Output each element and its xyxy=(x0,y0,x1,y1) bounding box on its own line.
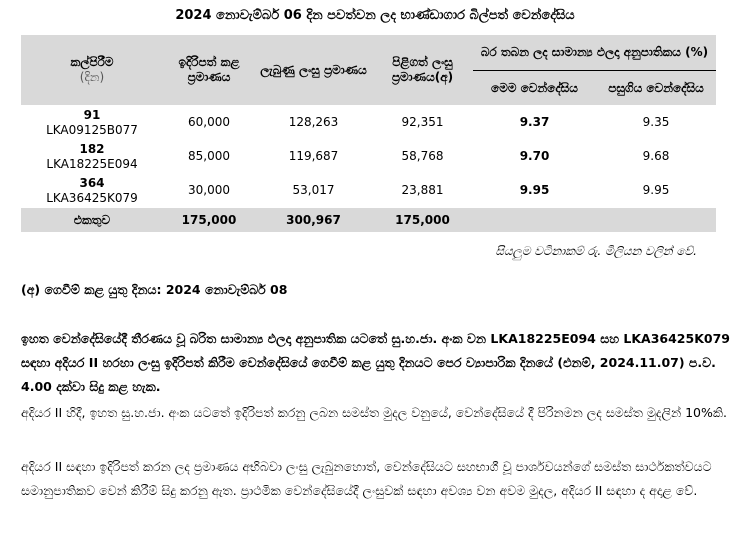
header-previous-auction: පසුගිය වෙන්දේසිය xyxy=(596,71,716,106)
units-note: සියලුම වටිනාකම් රු. මිලියන වලින් වේ. xyxy=(495,244,697,258)
isin-code: LKA09125B077 xyxy=(46,122,138,137)
phase-two-amount-paragraph: අදියර II හිදී, ඉහත සු.හ.ජා. අංක යටතේ ඉදිරිපත් කරනු ලබන සමස්ත මුදල වනුයේ, වෙන්දේසියේ දී පිරිනමන ලද සමස්ත මුදලින් 10%කි. xyxy=(21,405,728,420)
accepted-cell: 23,881 xyxy=(372,174,473,208)
total-empty-cell xyxy=(596,208,716,233)
previous-yield-cell: 9.68 xyxy=(596,140,716,174)
total-empty-cell xyxy=(473,208,596,233)
phase-two-allocation-paragraph: අදියර II සඳහා ඉදිරිපත් කරන ලද ප්‍රමාණය අභිබවා ලංසු ලැබුනහොත්, වෙන්දේසියට සහභාගී වූ පාර්ශවයන්ගේ සමස්ත සාර්ථකත්වයට සමානුපාතිකව වෙන් කිරීම් සිදු කරනු ඇත. ප්‍රාථමික වෙන්දේසියේදී ලංසුවක් සඳහා අවශ්‍ය වන අවම මුදල, අදියර II සඳහා ද අදාළ වේ. xyxy=(21,459,712,498)
table-row xyxy=(21,140,716,174)
previous-yield-cell: 9.95 xyxy=(596,174,716,208)
maturity-cell xyxy=(21,106,163,140)
table-row xyxy=(21,174,716,208)
total-label: එකතුව xyxy=(21,208,163,233)
accepted-cell: 92,351 xyxy=(372,106,473,140)
isin-code: LKA18225E094 xyxy=(46,156,138,171)
yield-cell: 9.37 xyxy=(473,106,596,140)
yield-cell: 9.95 xyxy=(473,174,596,208)
header-offered: ඉදිරිපත් කළ ප්‍රමාණය xyxy=(163,35,255,106)
previous-yield-cell: 9.35 xyxy=(596,106,716,140)
isin-code: LKA36425K079 xyxy=(46,190,138,205)
yield-cell: 9.70 xyxy=(473,140,596,174)
maturity-cell xyxy=(21,140,163,174)
settlement-date: (අ) ගෙවීම් කළ යුතු දිනය: 2024 නොවැම්බර් 08 xyxy=(21,282,288,297)
header-this-auction: මෙම වෙන්දේසිය xyxy=(473,71,596,106)
header-maturity-label: කල්පිරීම xyxy=(70,55,114,69)
received-cell: 53,017 xyxy=(255,174,372,208)
header-accepted: පිළිගත් ලංසු ප්‍රමාණය(අ) xyxy=(372,35,473,106)
total-accepted: 175,000 xyxy=(372,208,473,233)
header-maturity xyxy=(21,35,163,106)
maturity-days: 364 xyxy=(79,175,105,190)
received-cell: 119,687 xyxy=(255,140,372,174)
header-bids-received: ලැබුණු ලංසු ප්‍රමාණය xyxy=(255,35,372,106)
maturity-days: 91 xyxy=(83,107,101,122)
maturity-cell xyxy=(21,174,163,208)
phase-two-notice: ඉහත වෙන්දේසියේදී තීරණය වූ බරිත සාමාන්‍ය ඵලදා අනුපාතික යටතේ සු.හ.ජා. අංක වන LKA18225E094 සහ LKA36425K079 සඳහා අදියර II හරහා ලංසු ඉදිරිපත් කිරීම වෙන්දේසියේ ගෙවීම් කළ යුතු දිනයට පෙර ව්‍යාපාරික දිනයේ (එනම්, 2024.11.07) ප.ව. 4.00 දක්වා සිදු කළ හැක. xyxy=(21,331,730,394)
page-title: 2024 නොවැම්බර් 06 දින පවත්වන ලද භාණ්ඩාගාර බිල්පත් වෙන්දේසිය xyxy=(175,8,575,23)
auction-results-table xyxy=(21,35,716,232)
offered-cell: 60,000 xyxy=(163,106,255,140)
table-row xyxy=(21,106,716,140)
header-maturity-unit: (දින) xyxy=(79,70,105,84)
total-received: 300,967 xyxy=(255,208,372,233)
total-offered: 175,000 xyxy=(163,208,255,233)
received-cell: 128,263 xyxy=(255,106,372,140)
offered-cell: 85,000 xyxy=(163,140,255,174)
offered-cell: 30,000 xyxy=(163,174,255,208)
maturity-days: 182 xyxy=(79,141,105,156)
total-row xyxy=(21,208,716,233)
accepted-cell: 58,768 xyxy=(372,140,473,174)
header-weighted-yield: බර තබන ලද සාමාන්‍ය ඵලදා අනුපාතිකය (%) xyxy=(473,35,716,71)
